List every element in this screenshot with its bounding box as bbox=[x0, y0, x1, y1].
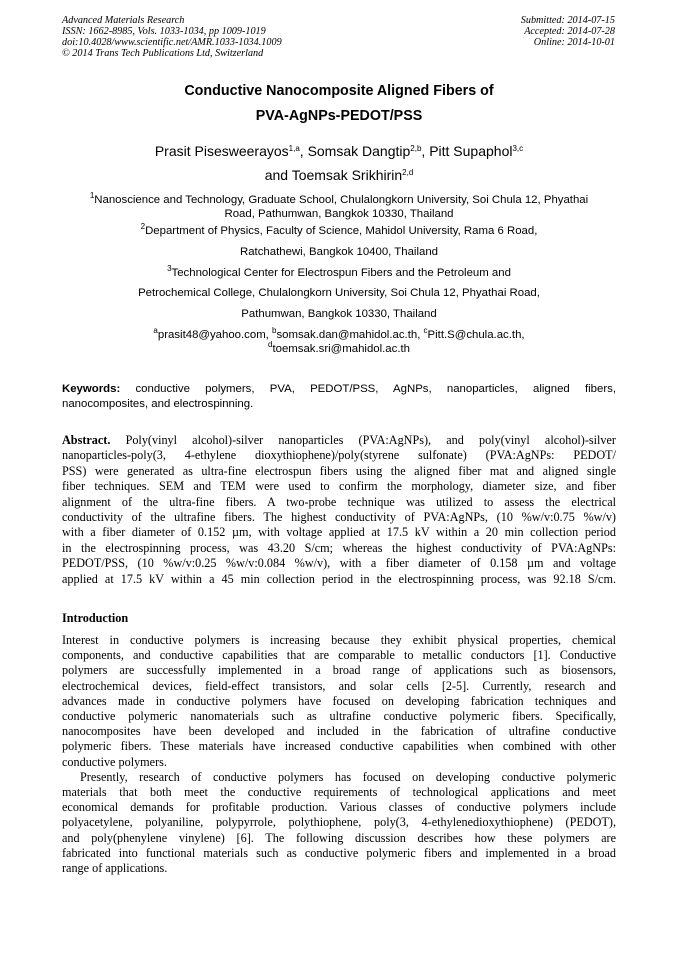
abstract-line: applied at 17.5 kV within a 45 min collection period in the electrospinning process, was 92.18 S/cm. bbox=[62, 571, 616, 586]
text-line: and poly(phenylene vinylene) [6]. The following discussion describes how these polymers are bbox=[62, 830, 616, 845]
author-name: Somsak Dangtip bbox=[307, 143, 411, 159]
title-line: Conductive Nanocomposite Aligned Fibers of bbox=[184, 83, 494, 99]
text-line: polyacetylene, polyaniline, polypyrrole, polythiophene, poly(3, 4-ethylenedioxythiophene) (PEDOT), bbox=[62, 815, 616, 830]
keywords-line bbox=[62, 382, 616, 397]
journal-name: Advanced Materials Research bbox=[62, 15, 185, 26]
keywords-text: conductive polymers, PVA, PEDOT/PSS, AgNPs, nanoparticles, aligned fibers, bbox=[135, 383, 616, 395]
author-separator: , bbox=[421, 143, 430, 159]
title-line: PVA-AgNPs-PEDOT/PSS bbox=[255, 108, 423, 124]
text-line: conductive polymeric nanomaterials such as ultrafine conductive polymeric fibers. Specifically, bbox=[62, 709, 616, 724]
abstract-line: alignment of the ultra-fine fibers. A two-probe technique was utilized to assess the electrical bbox=[62, 494, 616, 509]
abstract-line: in the electrospinning process, was 43.20 S/cm; whereas the highest conductivity of PVA:AgNPs: bbox=[62, 540, 616, 555]
affiliation-line bbox=[62, 304, 616, 325]
email-mark: b bbox=[272, 325, 277, 335]
author-affiliation-mark: 2,b bbox=[410, 144, 422, 153]
abstract-label: Abstract. bbox=[62, 433, 111, 447]
abstract-line: with a fiber diameter of 0.152 µm, with voltage applied at 17.5 kV within a 20 min collection period bbox=[62, 525, 616, 540]
accepted-date: Accepted: 2014-07-28 bbox=[524, 26, 615, 37]
affiliation-mark: 3 bbox=[167, 263, 172, 273]
author-separator: , bbox=[299, 143, 308, 159]
paragraph bbox=[62, 633, 616, 770]
affiliation-text: Ratchathewi, Bangkok 10400, Thailand bbox=[240, 245, 438, 258]
text-line: polymeric fibers. These materials have increased conductive capabilities when combined with other bbox=[62, 739, 616, 754]
affiliation-mark: 2 bbox=[140, 222, 146, 232]
abstract-text: Poly(vinyl alcohol)-silver nanoparticles (PVA:AgNPs), and poly(vinyl alcohol)-silver bbox=[125, 433, 616, 447]
author-list bbox=[62, 139, 616, 187]
email-line bbox=[62, 342, 616, 357]
abstract-line: nanoparticles-poly(3, 4-ethylene dioxythiophene)/poly(styrene sulfonate) (PVA:AgNPs: PEDOT/ bbox=[62, 448, 616, 463]
affiliation-line bbox=[62, 263, 616, 284]
author-name: Pitt Supaphol bbox=[429, 143, 513, 159]
affiliation-text: Road, Pathumwan, Bangkok 10330, Thailand bbox=[224, 207, 454, 220]
author-name: Toemsak Srikhirin bbox=[291, 167, 403, 183]
text-line: electrochemical devices, field-effect transistors, and solar cells [2-5]. Currently, research and bbox=[62, 678, 616, 693]
submitted-date: Submitted: 2014-07-15 bbox=[520, 15, 615, 26]
introduction-body bbox=[62, 633, 616, 876]
affiliation-line bbox=[62, 242, 616, 263]
journal-issn: ISSN: 1662-8985, Vols. 1033-1034, pp 1009-1019 bbox=[62, 26, 266, 37]
text-line: materials that both meet the conductive requirements of technological applications and meet bbox=[62, 785, 616, 800]
email-address: prasit48@yahoo.com, bbox=[157, 328, 273, 341]
text-line: fabricated into functional materials such as conductive polymeric fibers and implemented in a broad bbox=[62, 845, 616, 860]
author-name: Prasit Pisesweerayos bbox=[154, 143, 289, 159]
abstract-line: PSS) were generated as ultra-fine electrospun fibers using the aligned fiber mat and aligned single bbox=[62, 463, 616, 478]
email-line bbox=[62, 325, 616, 343]
abstract-line: PEDOT/PSS, (10 %w/v:0.25 %w/v:0.084 %w/v), with a fiber diameter of 0.158 µm and voltage bbox=[62, 556, 616, 571]
journal-info bbox=[62, 15, 282, 59]
affiliation-text: Technological Center for Electrospun Fibers and the Petroleum and bbox=[171, 266, 511, 279]
author-conjunction: and bbox=[264, 167, 292, 183]
text-line: nanocomposites have been developed and included in the fabrication of ultrafine conductive bbox=[62, 724, 616, 739]
abstract-line: conductivity of the ultrafine fibers. The highest conductivity of PVA:AgNPs, (10 %w/v:0.75 %w/v) bbox=[62, 510, 616, 525]
affiliation-text: Department of Physics, Faculty of Science, Mahidol University, Rama 6 Road, bbox=[145, 225, 538, 238]
email-address: Pitt.S@chula.ac.th, bbox=[427, 328, 525, 341]
abstract-line: fiber techniques. SEM and TEM were used to confirm the morphology, diameter size, and fiber bbox=[62, 479, 616, 494]
affiliation-text: Pathumwan, Bangkok 10330, Thailand bbox=[241, 308, 437, 321]
text-line: economical demands for profitable production. Various classes of conductive polymers include bbox=[62, 800, 616, 815]
keywords-line: nanocomposites, and electrospinning. bbox=[62, 397, 254, 410]
paper-title bbox=[62, 79, 616, 129]
email-mark: a bbox=[153, 325, 158, 335]
author-affiliation-mark: 2,d bbox=[402, 168, 414, 177]
text-line: components, and conductive capabilities that are comparable to metallic conductors [1]. Conductive bbox=[62, 648, 616, 663]
affiliation-text: Petrochemical College, Chulalongkorn University, Soi Chula 12, Phyathai Road, bbox=[138, 287, 540, 300]
journal-doi: doi:10.4028/www.scientific.net/AMR.1033-1034.1009 bbox=[62, 37, 282, 48]
affiliation-text: Nanoscience and Technology, Graduate School, Chulalongkorn University, Soi Chula 12, Phyathai bbox=[94, 194, 589, 206]
email-address: somsak.dan@mahidol.ac.th, bbox=[276, 328, 424, 341]
online-date: Online: 2014-10-01 bbox=[533, 37, 615, 48]
email-address: toemsak.sri@mahidol.ac.th bbox=[272, 343, 410, 356]
abstract bbox=[62, 433, 616, 587]
text-line: advances made in conductive polymers have focused on developing fabrication techniques and bbox=[62, 693, 616, 708]
email-mark: d bbox=[268, 340, 273, 350]
email-mark: c bbox=[423, 325, 428, 335]
author-affiliation-mark: 3,c bbox=[512, 144, 524, 153]
affiliation-mark: 1 bbox=[89, 191, 95, 200]
text-line: polymers are successfully implemented in a broad range of applications such as biosensors, bbox=[62, 663, 616, 678]
paragraph bbox=[62, 770, 616, 876]
keywords-label: Keywords: bbox=[62, 383, 121, 395]
author-affiliation-mark: 1,a bbox=[288, 144, 300, 153]
text-line: Interest in conductive polymers is increasing because they exhibit physical properties, chemical bbox=[62, 633, 616, 647]
affiliations bbox=[62, 190, 616, 357]
abstract-line bbox=[62, 433, 616, 448]
text-line: Presently, research of conductive polymers has focused on developing conductive polymeric bbox=[80, 769, 616, 784]
keywords bbox=[62, 382, 616, 411]
affiliation-line bbox=[62, 283, 616, 304]
affiliation-line bbox=[62, 221, 616, 242]
text-line: conductive polymers. bbox=[62, 754, 167, 769]
journal-copyright: © 2014 Trans Tech Publications Ltd, Switzerland bbox=[62, 48, 264, 59]
text-line: range of applications. bbox=[62, 861, 168, 876]
section-heading: Introduction bbox=[62, 611, 129, 625]
submission-dates bbox=[521, 15, 615, 48]
